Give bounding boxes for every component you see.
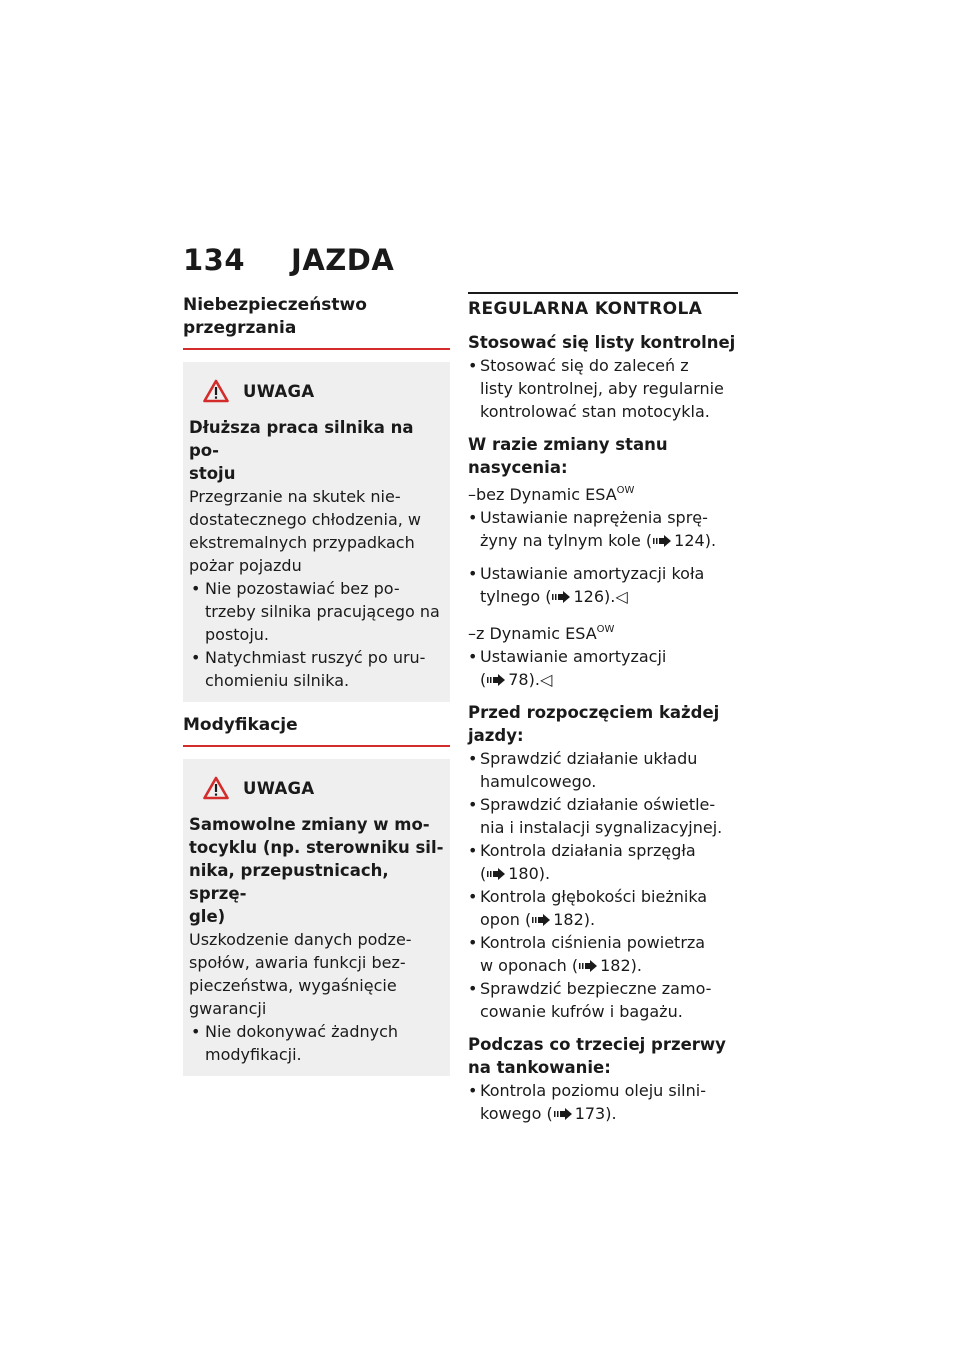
list-item: • Sprawdzić bezpieczne zamo- cowanie kufrów i bagażu. xyxy=(468,977,738,1023)
variant-superscript: OW xyxy=(596,624,615,635)
list-item: • Natychmiast ruszyć po uru- chomieniu silnika. xyxy=(189,646,444,692)
page-number: 134 xyxy=(183,243,246,277)
warning-title: Samowolne zmiany w mo- tocyklu (np. sterowniku sil- nika, przepustnicach, sprzę- gle) xyxy=(189,815,444,926)
section-title-modifications: Modyfikacje xyxy=(183,715,298,735)
variant-with-esa: –z Dynamic $ESA^{OW}$ xyxy=(468,624,615,643)
warning-consequence: Uszkodzenie danych podze- społów, awaria funkcji bez- pieczeństwa, wygaśnięcie gwarancji xyxy=(189,930,412,1018)
list-item: • Kontrola ciśnienia powietrza w oponach ( 182). xyxy=(468,931,738,977)
list-item: • Ustawianie naprężenia sprę- żyny na tylnym kole ( 124). xyxy=(468,506,738,552)
warning-title: Dłuższa praca silnika na po- stoju xyxy=(189,418,414,483)
page-reference[interactable]: 182). xyxy=(553,910,596,929)
warning-label: UWAGA xyxy=(243,778,315,798)
warning-box-overheating xyxy=(183,362,450,702)
list-item: • Ustawianie amortyzacji ( 78).◁ xyxy=(468,645,738,691)
variant-without-esa: –bez Dynamic $ESA^{OW}$ xyxy=(468,485,635,504)
page-reference-arrow-icon xyxy=(487,674,505,686)
list-item: • Ustawianie amortyzacji koła tylnego ( 126).◁ xyxy=(468,562,738,608)
section-title-regular-check: REGULARNA KONTROLA xyxy=(468,299,703,319)
subheading-load-change: W razie zmiany stanu nasycenia: xyxy=(468,435,668,477)
page-reference[interactable]: 180). xyxy=(508,864,551,883)
variant-superscript: OW xyxy=(616,485,635,496)
list-item: • Nie dokonywać żadnych modyfikacji. xyxy=(189,1020,444,1066)
subheading-before-ride: Przed rozpoczęciem każdej jazdy: xyxy=(468,703,720,745)
page-reference-arrow-icon xyxy=(554,1108,572,1120)
list-item: • Kontrola głębokości bieżnika opon ( 182). xyxy=(468,885,738,931)
left-column xyxy=(183,294,450,1076)
section-rule xyxy=(468,292,738,294)
right-column xyxy=(468,292,738,1125)
list-item: • Kontrola poziomu oleju silni- kowego ( 173). xyxy=(468,1079,738,1125)
warning-label: UWAGA xyxy=(243,381,315,401)
page-reference[interactable]: 124). xyxy=(674,531,717,550)
page-reference-arrow-icon xyxy=(579,960,597,972)
page-reference[interactable]: 173). xyxy=(574,1104,617,1123)
list-item: • Kontrola działania sprzęgła ( 180). xyxy=(468,839,738,885)
warning-box-modifications xyxy=(183,759,450,1076)
section-divider xyxy=(183,745,450,747)
subheading-checklist: Stosować się listy kontrolnej xyxy=(468,333,736,352)
list-item: • Sprawdzić działanie układu hamulcowego. xyxy=(468,747,738,793)
page-reference[interactable]: 182). xyxy=(600,956,642,975)
warning-triangle-icon xyxy=(203,379,229,403)
page-reference-arrow-icon xyxy=(653,535,671,547)
page-reference[interactable]: 126).◁ xyxy=(573,587,628,606)
list-item: • Sprawdzić działanie oświetle- nia i instalacji sygnalizacyjnej. xyxy=(468,793,738,839)
warning-header xyxy=(189,771,444,805)
page-reference-arrow-icon xyxy=(487,868,505,880)
list-item: • Stosować się do zaleceń z listy kontrolnej, aby regularnie kontrolować stan motocykla. xyxy=(468,354,738,423)
list-item: • Nie pozostawiać bez po- trzeby silnika pracującego na postoju. xyxy=(189,577,444,646)
warning-triangle-icon xyxy=(203,776,229,800)
subheading-refuelling: Podczas co trzeciej przerwy na tankowanie: xyxy=(468,1035,726,1077)
page-reference[interactable]: 78).◁ xyxy=(508,670,553,689)
page-reference-arrow-icon xyxy=(552,591,570,603)
chapter-title: JAZDA xyxy=(291,243,395,277)
warning-consequence: Przegrzanie na skutek nie- dostatecznego chłodzenia, w ekstremalnych przypadkach pożar pojazdu xyxy=(189,487,422,575)
section-divider xyxy=(183,348,450,350)
page-header xyxy=(183,243,394,277)
page-reference-arrow-icon xyxy=(532,914,550,926)
section-title-overheating: Niebezpieczeństwo przegrzania xyxy=(183,295,367,338)
warning-header xyxy=(189,374,444,408)
